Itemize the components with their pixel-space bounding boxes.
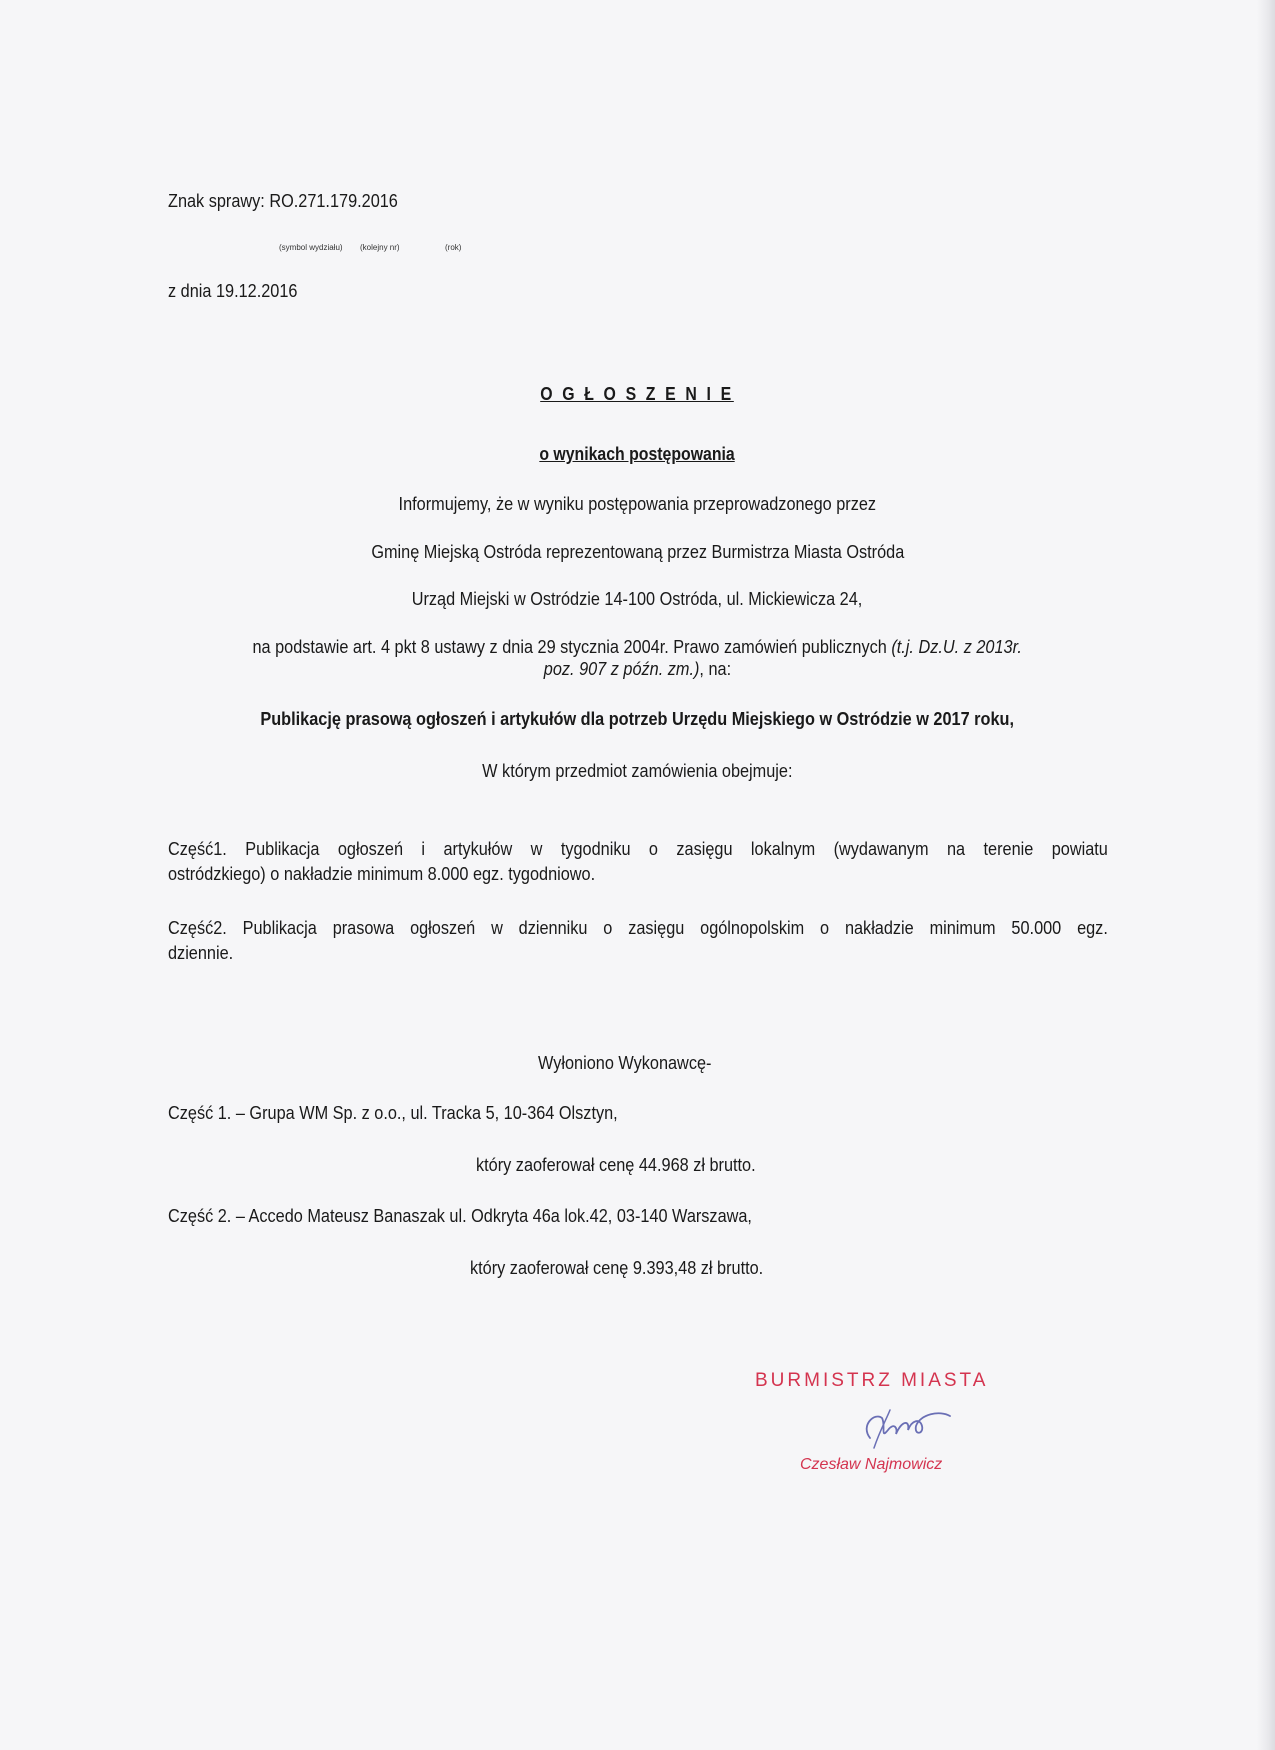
intro-line-2-text: Gminę Miejską Ostróda reprezentowaną przez Burmistrza Miasta Ostróda: [371, 541, 904, 562]
legal-basis-citation: (t.j. Dz.U. z 2013r.: [891, 636, 1023, 657]
winner-part-1: Część 1. – Grupa WM Sp. z o.o., ul. Tracka 5, 10-364 Olsztyn,: [168, 1102, 618, 1123]
price-part-1: który zaoferował cenę 44.968 zł brutto.: [476, 1154, 756, 1175]
intro-line-3-text: Urząd Miejski w Ostródzie 14-100 Ostróda, ul. Mickiewicza 24,: [412, 588, 863, 609]
legal-basis-line-1-text: [253, 636, 1022, 658]
document-subtitle-text: o wynikach postępowania: [539, 444, 736, 464]
legal-basis-line-2-text: [544, 658, 731, 680]
order-subject-text: Publikację prasową ogłoszeń i artykułów dla potrzeb Urzędu Miejskiego w Ostródzie w 2017 roku,: [260, 708, 1015, 729]
document-date: z dnia 19.12.2016: [168, 280, 298, 301]
price-part-2: który zaoferował cenę 9.393,48 zł brutto.: [470, 1257, 764, 1278]
case-number: Znak sprawy: RO.271.179.2016: [168, 190, 398, 211]
part-1-line-2: ostródzkiego) o nakładzie minimum 8.000 egz. tygodniowo.: [168, 863, 596, 884]
legal-basis-citation-cont: poz. 907 z późn. zm.): [543, 658, 700, 679]
intro-line-1-text: Informujemy, że w wyniku postępowania przeprowadzonego przez: [398, 493, 877, 514]
legal-basis-suffix: , na:: [699, 658, 732, 679]
scope-intro-text: W którym przedmiot zamówienia obejmuje:: [482, 760, 793, 781]
part-2-line-2: dziennie.: [168, 942, 234, 963]
case-sub-year: (rok): [445, 243, 462, 252]
document-subtitle: [0, 443, 1275, 465]
signature: [850, 1390, 970, 1460]
result-heading: Wyłoniono Wykonawcę-: [538, 1052, 712, 1073]
part-1-description: [168, 836, 1108, 886]
intro-line-3: [0, 588, 1275, 610]
legal-basis-regular: na podstawie art. 4 pkt 8 ustawy z dnia 29 stycznia 2004r. Prawo zamówień publicznych: [252, 636, 892, 657]
legal-basis-line-1: [0, 636, 1275, 658]
part-2-description: [168, 915, 1108, 965]
document-title: [0, 383, 1275, 405]
stamp-signatory: Czesław Najmowicz: [800, 1456, 943, 1473]
case-sub-symbol: (symbol wydziału): [279, 243, 343, 252]
document-title-text: O G Ł O S Z E N I E: [540, 384, 735, 404]
order-subject: [0, 708, 1275, 730]
stamp-title: BURMISTRZ MIASTA: [755, 1370, 989, 1391]
part-2-line-1: Część2. Publikacja prasowa ogłoszeń w dzienniku o zasięgu ogólnopolskim o nakładzie minimum 50.000 egz.: [168, 917, 1108, 938]
scope-intro: [0, 760, 1275, 782]
intro-line-2: [0, 541, 1275, 563]
legal-basis-line-2: [0, 658, 1275, 680]
page-edge: [1257, 0, 1275, 1750]
winner-part-2: Część 2. – Accedo Mateusz Banaszak ul. Odkryta 46a lok.42, 03-140 Warszawa,: [168, 1205, 752, 1226]
part-1-line-1: Część1. Publikacja ogłoszeń i artykułów w tygodniku o zasięgu lokalnym (wydawanym na terenie powiatu: [168, 838, 1108, 859]
intro-line-1: [0, 493, 1275, 515]
case-sub-number: (kolejny nr): [360, 243, 400, 252]
